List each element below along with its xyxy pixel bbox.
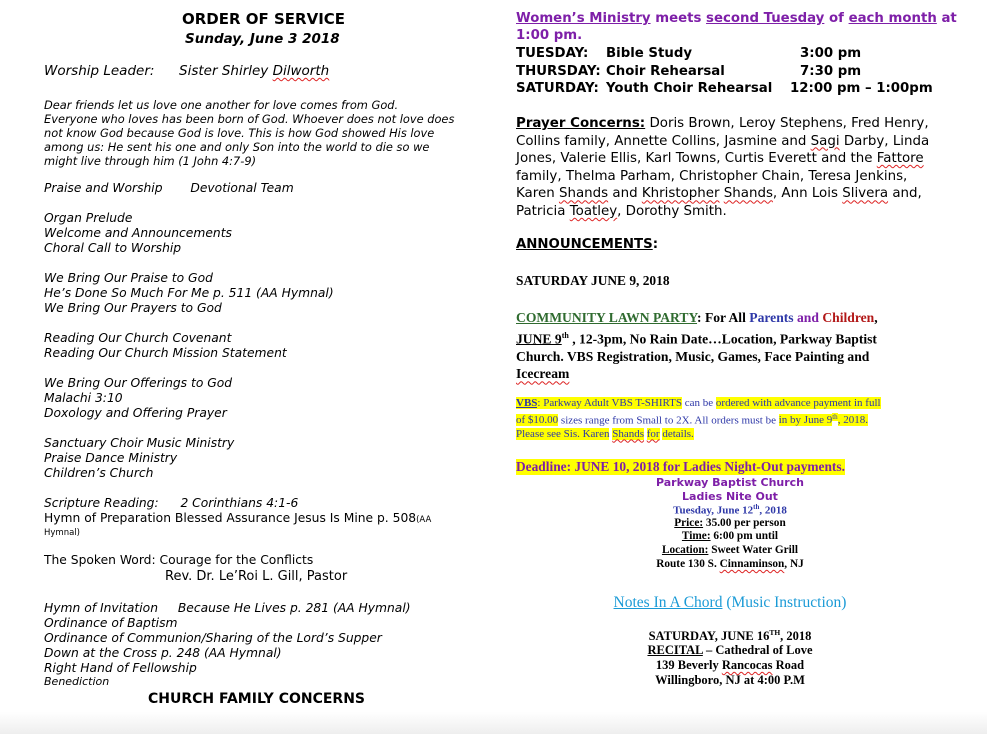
service-item: Down at the Cross p. 248 (AA Hymnal) xyxy=(44,646,282,660)
prayer-text: Sagi xyxy=(810,133,840,149)
prayer-text: Slivera xyxy=(842,186,889,202)
nite-out-location xyxy=(600,544,860,556)
recital-date-text: , 2018 xyxy=(780,629,812,644)
invitation-hymn: Because He Lives p. 281 (AA Hymnal) xyxy=(177,601,411,615)
deadline-notice: Deadline: JUNE 10, 2018 for Ladies Night-Out payments. xyxy=(516,459,845,474)
time-label: Time: xyxy=(681,530,711,542)
vbs-text: , 2018. xyxy=(837,414,868,427)
quote-line: among us: He sent his one and only Son into the world to die so we xyxy=(44,140,430,154)
prayer-line xyxy=(516,133,929,151)
schedule-event: Youth Choir Rehearsal xyxy=(606,81,773,96)
hymn-of-invitation xyxy=(44,601,411,616)
lawn-date-sup: th xyxy=(561,330,569,340)
hymn-of-preparation xyxy=(44,511,431,528)
recital-date-sup: TH xyxy=(769,628,781,637)
vbs-label: VBS xyxy=(516,397,538,409)
prayer-line xyxy=(516,150,929,168)
recital-city: Willingboro, NJ at 4:00 P.M xyxy=(655,673,805,687)
vbs-line xyxy=(516,428,881,442)
schedule-day: THURSDAY: xyxy=(516,63,601,79)
recital-label: RECITAL xyxy=(647,643,703,657)
service-group-6 xyxy=(44,616,382,676)
service-group-2 xyxy=(44,271,334,316)
route-text: Cinnaminson xyxy=(719,558,785,570)
nite-date-sup: th xyxy=(753,503,760,511)
vbs-text: sizes range from Small to 2X. All orders must be xyxy=(560,414,776,427)
recital-address-text: 139 Beverly xyxy=(655,658,719,672)
invitation-label: Hymn of Invitation xyxy=(44,601,158,615)
service-item: Choral Call to Worship xyxy=(44,241,182,255)
recital-date xyxy=(600,628,860,644)
praise-and-worship xyxy=(44,181,294,196)
prayer-text: , Dorothy Smith. xyxy=(617,203,727,219)
hymn-prep-title: Hymn of Preparation Blessed Assurance Jesus Is Mine p. 508 xyxy=(44,511,417,525)
service-item: Sanctuary Choir Music Ministry xyxy=(44,436,235,450)
womens-text: second Tuesday xyxy=(706,11,825,26)
route-text: Route 130 S. xyxy=(656,558,717,570)
vbs-text: for xyxy=(646,427,660,440)
prayer-text: Fattore xyxy=(876,151,924,167)
ladies-nite-out: Ladies Nite Out xyxy=(682,490,778,503)
womens-text: of xyxy=(829,11,844,26)
notes-in-a-chord xyxy=(560,594,900,612)
vbs-line xyxy=(516,411,881,428)
scripture-quote xyxy=(44,98,454,168)
worship-leader-surname: Dilworth xyxy=(272,63,330,79)
lawn-line xyxy=(516,365,878,383)
prayer-text: Shands xyxy=(558,186,609,202)
schedule-day: TUESDAY: xyxy=(516,46,589,61)
praise-label: Praise and Worship xyxy=(44,181,163,195)
service-item: Ordinance of Baptism xyxy=(44,616,178,630)
scripture-label: Scripture Reading: xyxy=(44,496,159,510)
lawn-label: COMMUNITY LAWN PARTY xyxy=(516,310,698,325)
quote-line: Dear friends let us love one another for love comes from God. xyxy=(44,98,399,112)
service-item: Praise Dance Ministry xyxy=(44,451,178,465)
service-item: Reading Our Church Covenant xyxy=(44,331,232,345)
service-item: Ordinance of Communion/Sharing of the Lord’s Supper xyxy=(44,631,382,645)
prayer-line xyxy=(516,115,929,133)
vbs-text: in by June 9 xyxy=(778,414,833,427)
vbs-line xyxy=(516,397,881,411)
prayer-text: Toatley xyxy=(569,203,618,219)
recital-place xyxy=(600,643,860,658)
schedule-time: 12:00 pm – 1:00pm xyxy=(790,81,933,96)
womens-text: each month xyxy=(848,11,937,26)
service-group-5 xyxy=(44,436,234,481)
schedule-event: Bible Study xyxy=(606,46,693,61)
prayer-text: Doris Brown, Leroy Stephens, Fred Henry, xyxy=(649,116,929,131)
lawn-text: , 12-3pm, No Rain Date…Location, Parkway Baptist xyxy=(568,331,877,347)
prayer-text: and xyxy=(612,186,638,202)
worship-leader-label: Worship Leader: xyxy=(44,63,155,79)
service-date: Sunday, June 3 2018 xyxy=(185,31,340,47)
quote-line: Everyone who loves has been born of God. Whoever does not love does xyxy=(44,112,455,126)
prayer-line: family, Thelma Parham, Christopher Chain, Teresa Jenkins, xyxy=(516,168,908,184)
quote-line: not know God because God is love. This is how God showed His love xyxy=(44,126,435,140)
nite-out-date xyxy=(600,503,860,517)
church-family-concerns: CHURCH FAMILY CONCERNS xyxy=(148,691,365,707)
vbs-text: : Parkway Adult VBS T-SHIRTS xyxy=(537,397,683,409)
lawn-text: Icecream xyxy=(516,366,570,382)
announcements-text: ANNOUNCEMENTS xyxy=(516,237,653,252)
nite-out-route xyxy=(600,558,860,570)
womens-text: at xyxy=(941,11,957,26)
womens-ministry-time: 1:00 pm. xyxy=(516,28,583,43)
recital-date-text: SATURDAY, JUNE 16 xyxy=(648,629,770,644)
order-of-service-title: ORDER OF SERVICE xyxy=(182,10,346,28)
hymn-prep-aa-line2: Hymnal) xyxy=(44,528,80,538)
vbs-text: can be xyxy=(684,397,714,409)
lawn-parents: Parents xyxy=(749,310,794,325)
schedule-event: Choir Rehearsal xyxy=(606,63,725,79)
prayer-text: Karen xyxy=(516,186,555,202)
price-value: 35.00 per person xyxy=(703,517,786,529)
vbs-text: Shands xyxy=(612,427,645,440)
prayer-text: and, xyxy=(892,186,922,202)
womens-ministry-name: Women’s Ministry xyxy=(516,11,651,26)
service-group-1 xyxy=(44,211,232,256)
nite-out-price xyxy=(600,517,860,529)
schedule-day: SATURDAY: xyxy=(516,81,599,96)
notes-title: Notes In A Chord xyxy=(613,594,723,611)
nite-date-text: Tuesday, June 12 xyxy=(673,504,754,517)
worship-leader xyxy=(44,63,329,79)
route-text: , NJ xyxy=(784,558,804,570)
lawn-date: JUNE 9 xyxy=(516,331,562,347)
announcements-heading xyxy=(516,237,658,252)
service-item: Malachi 3:10 xyxy=(44,391,123,405)
vbs-text: ordered with advance payment in full xyxy=(715,397,881,409)
notes-subtitle: (Music Instruction) xyxy=(726,594,847,611)
service-item: We Bring Our Offerings to God xyxy=(44,376,233,390)
vbs-text: details. xyxy=(662,427,694,440)
prayer-text: Shands xyxy=(723,186,773,202)
service-item: Children’s Church xyxy=(44,466,154,480)
schedule-time: 7:30 pm xyxy=(800,63,862,79)
lawn-line: Church. VBS Registration, Music, Games, Face Painting and xyxy=(516,348,870,364)
service-item: Reading Our Church Mission Statement xyxy=(44,346,287,360)
saturday-date: SATURDAY JUNE 9, 2018 xyxy=(516,273,670,288)
lawn-children: Children xyxy=(822,310,875,325)
vbs-sup: th xyxy=(832,412,838,421)
prayer-text: Darby, Linda xyxy=(843,133,930,149)
lawn-text: , xyxy=(874,310,878,325)
prayer-line xyxy=(516,203,929,221)
scripture-ref: 2 Corinthians 4:1-6 xyxy=(180,496,299,510)
page-bottom-shadow xyxy=(0,712,987,734)
service-item: He’s Done So Much For Me p. 511 (AA Hymnal) xyxy=(44,286,334,300)
recital-address xyxy=(600,658,860,673)
service-item: Doxology and Offering Prayer xyxy=(44,406,227,420)
location-label: Location: xyxy=(661,544,709,556)
womens-text: meets xyxy=(655,11,702,26)
prayer-text: , Ann Lois xyxy=(772,186,838,202)
service-item: Organ Prelude xyxy=(44,211,133,225)
prayer-text: Collins family, Annette Collins, Jasmine and xyxy=(516,133,807,149)
lawn-and: and xyxy=(797,310,819,325)
benediction: Benediction xyxy=(44,675,110,688)
nite-date-text: , 2018 xyxy=(759,504,787,517)
lawn-text: : For All xyxy=(697,310,746,325)
scripture-reading xyxy=(44,496,298,511)
lawn-line xyxy=(516,327,878,348)
location-value: Sweet Water Grill xyxy=(708,544,799,556)
nite-out-time xyxy=(600,530,860,542)
recital-address-text: Rancocas xyxy=(721,658,773,672)
service-item: We Bring Our Prayers to God xyxy=(44,301,222,315)
service-item: Right Hand of Fellowship xyxy=(44,661,197,675)
spoken-word: The Spoken Word: Courage for the Conflicts xyxy=(44,553,314,567)
recital-address-text: Road xyxy=(775,658,805,672)
praise-team: Devotional Team xyxy=(190,181,294,195)
prayer-concerns xyxy=(516,115,929,221)
price-label: Price: xyxy=(674,517,704,529)
prayer-line xyxy=(516,185,929,203)
time-value: 6:00 pm until xyxy=(710,530,779,542)
prayer-label: Prayer Concerns: xyxy=(516,116,646,131)
service-group-3 xyxy=(44,331,287,361)
service-group-4 xyxy=(44,376,232,421)
recital-place-text: – Cathedral of Love xyxy=(702,643,813,657)
lawn-line xyxy=(516,309,878,327)
community-lawn-party xyxy=(516,309,878,383)
vbs-text: Please see Sis. Karen xyxy=(516,427,610,440)
womens-ministry xyxy=(516,10,957,28)
schedule-time: 3:00 pm xyxy=(800,46,862,61)
church-name: Parkway Baptist Church xyxy=(655,476,805,489)
prayer-text: Patricia xyxy=(516,203,566,219)
prayer-text: Jones, Valerie Ellis, Karl Towns, Curtis Everett and the xyxy=(516,151,873,167)
quote-line: might live through him (1 John 4:7-9) xyxy=(44,154,257,168)
service-item: Welcome and Announcements xyxy=(44,226,232,240)
prayer-text: Khristopher xyxy=(641,186,720,202)
announcements-colon: : xyxy=(652,237,659,252)
pastor-name: Rev. Dr. Le’Roi L. Gill, Pastor xyxy=(165,569,348,584)
service-item: We Bring Our Praise to God xyxy=(44,271,213,285)
vbs-text: of $10.00 xyxy=(516,414,559,427)
vbs-notice xyxy=(516,397,881,441)
hymn-prep-aa: (AA xyxy=(416,515,432,525)
worship-leader-name: Sister Shirley xyxy=(179,63,269,79)
